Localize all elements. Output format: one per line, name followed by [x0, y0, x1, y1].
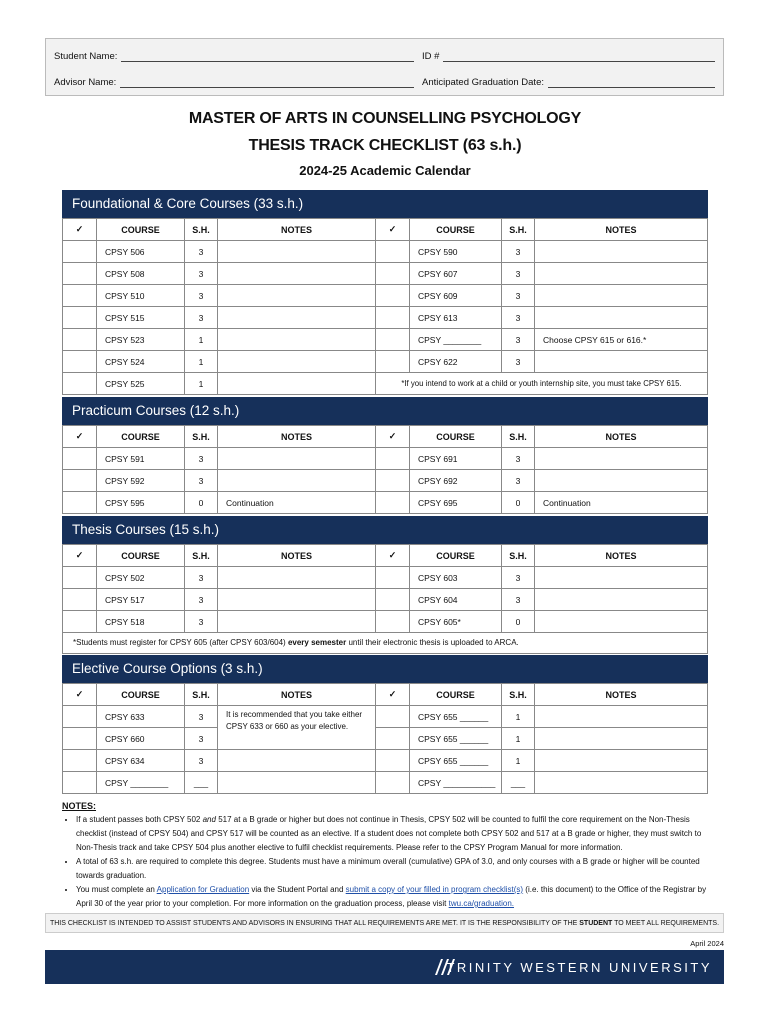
course-cell: CPSY 525	[97, 373, 185, 395]
check-cell[interactable]	[376, 492, 410, 514]
page-subtitle: 2024-25 Academic Calendar	[299, 163, 471, 178]
course-cell: CPSY 517	[97, 589, 185, 611]
course-cell: CPSY 590	[410, 241, 502, 263]
check-cell[interactable]	[63, 241, 97, 263]
course-cell[interactable]: CPSY ________	[97, 772, 185, 794]
course-cell: CPSY 595	[97, 492, 185, 514]
notes-cell[interactable]: Choose CPSY 615 or 616.*	[535, 329, 708, 351]
check-cell[interactable]	[63, 470, 97, 492]
university-name: TRINITY WESTERN UNIVERSITY	[446, 960, 712, 975]
course-header: COURSE	[97, 545, 185, 567]
course-cell: CPSY 506	[97, 241, 185, 263]
table-row	[63, 589, 708, 611]
thesis-footnote-bold: every semester	[287, 638, 347, 647]
table-row	[63, 307, 708, 329]
notes-section	[62, 799, 712, 911]
sh-cell: 3	[502, 263, 535, 285]
sh-cell: 3	[185, 470, 218, 492]
check-cell[interactable]	[63, 351, 97, 373]
notes-cell[interactable]: Continuation	[218, 492, 376, 514]
table-row	[63, 611, 708, 633]
notes-header: NOTES	[535, 684, 708, 706]
notes-cell[interactable]	[535, 307, 708, 329]
table-row	[63, 750, 708, 772]
notes-item-1-em: and	[202, 815, 216, 824]
disclaimer-pre: THIS CHECKLIST IS INTENDED TO ASSIST STUDENTS AND ADVISORS IN ENSURING THAT ALL REQUIREMENTS ARE MET. IT IS THE RESPONSIBILITY OF THE	[49, 920, 580, 927]
notes-header: NOTES	[218, 426, 376, 448]
notes-header: NOTES	[218, 219, 376, 241]
notes-item-3-a: You must complete an	[76, 885, 157, 894]
sh-cell: 3	[185, 448, 218, 470]
notes-cell[interactable]	[218, 567, 376, 589]
page-title-line1: MASTER OF ARTS IN COUNSELLING PSYCHOLOGY	[188, 110, 582, 127]
course-cell: CPSY 655 ______	[410, 750, 502, 772]
sh-cell: 0	[502, 492, 535, 514]
thesis-footnote-post: until their electronic thesis is uploaded to ARCA.	[346, 638, 519, 647]
course-cell: CPSY 591	[97, 448, 185, 470]
check-header: ✓	[63, 219, 97, 241]
course-header: COURSE	[410, 545, 502, 567]
check-header: ✓	[63, 684, 97, 706]
table-row	[63, 448, 708, 470]
footer-bar	[45, 950, 724, 984]
table-row	[63, 470, 708, 492]
sh-header: S.H.	[502, 426, 535, 448]
check-cell[interactable]	[376, 241, 410, 263]
notes-cell[interactable]	[535, 706, 708, 728]
check-cell[interactable]	[376, 567, 410, 589]
check-cell[interactable]	[376, 589, 410, 611]
notes-cell[interactable]	[218, 351, 376, 373]
sh-cell: 0	[185, 492, 218, 514]
check-cell[interactable]	[63, 373, 97, 395]
notes-cell[interactable]	[535, 263, 708, 285]
disclaimer-bold: STUDENT	[579, 920, 613, 927]
course-header: COURSE	[410, 426, 502, 448]
advisor-name-label: Advisor Name:	[54, 77, 117, 88]
table-row	[63, 373, 708, 395]
sh-cell: 1	[502, 706, 535, 728]
notes-heading: NOTES:	[62, 801, 97, 811]
check-cell[interactable]	[63, 567, 97, 589]
disclaimer-post: TO MEET ALL REQUIREMENTS.	[612, 920, 720, 927]
graduation-page-link[interactable]: twu.ca/graduation.	[448, 899, 515, 908]
notes-cell[interactable]	[218, 285, 376, 307]
notes-item-3-b: via the Student Portal and	[249, 885, 346, 894]
course-cell: CPSY 524	[97, 351, 185, 373]
sh-cell: 3	[502, 307, 535, 329]
sh-cell: 3	[502, 329, 535, 351]
check-cell[interactable]	[63, 706, 97, 728]
page-title-line2: THESIS TRACK CHECKLIST (63 s.h.)	[248, 137, 522, 154]
course-cell: CPSY 695	[410, 492, 502, 514]
sh-cell: 3	[185, 706, 218, 728]
elective-table	[62, 683, 708, 794]
check-cell[interactable]	[63, 329, 97, 351]
notes-cell[interactable]	[535, 351, 708, 373]
sh-cell: 1	[185, 329, 218, 351]
course-cell: CPSY 518	[97, 611, 185, 633]
id-label: ID #	[422, 51, 440, 62]
check-cell[interactable]	[63, 448, 97, 470]
sh-header: S.H.	[502, 545, 535, 567]
sh-header: S.H.	[185, 684, 218, 706]
grad-date-field[interactable]	[548, 78, 715, 88]
sh-cell: 3	[502, 351, 535, 373]
sh-cell: 3	[185, 728, 218, 750]
table-row	[63, 263, 708, 285]
section-thesis-header: Thesis Courses (15 s.h.)	[62, 516, 708, 544]
notes-cell[interactable]	[218, 470, 376, 492]
sh-cell: 1	[185, 351, 218, 373]
check-cell[interactable]	[376, 470, 410, 492]
notes-cell[interactable]	[535, 728, 708, 750]
sh-cell: 3	[185, 241, 218, 263]
table-row	[63, 285, 708, 307]
check-cell[interactable]	[376, 728, 410, 750]
notes-cell[interactable]	[218, 241, 376, 263]
course-cell: CPSY 607	[410, 263, 502, 285]
notes-cell[interactable]	[218, 772, 376, 794]
course-cell: CPSY 605*	[410, 611, 502, 633]
submit-checklist-link[interactable]: submit a copy of your filled in program checklist(s)	[345, 885, 524, 894]
elective-recommendation-note: It is recommended that you take either CPSY 633 or 660 as your elective.	[218, 706, 376, 750]
course-cell: CPSY 660	[97, 728, 185, 750]
check-cell[interactable]	[63, 728, 97, 750]
table-row	[63, 567, 708, 589]
table-row	[63, 772, 708, 794]
notes-cell[interactable]	[535, 470, 708, 492]
sh-cell: 3	[502, 567, 535, 589]
course-header: COURSE	[410, 684, 502, 706]
notes-header: NOTES	[218, 545, 376, 567]
check-cell[interactable]	[376, 706, 410, 728]
notes-cell[interactable]	[535, 285, 708, 307]
course-header: COURSE	[97, 219, 185, 241]
sh-cell: 1	[502, 728, 535, 750]
sh-cell: 3	[185, 307, 218, 329]
notes-cell[interactable]	[218, 263, 376, 285]
check-cell[interactable]	[63, 750, 97, 772]
sh-cell: 3	[185, 263, 218, 285]
table-row	[63, 706, 708, 728]
notes-cell[interactable]	[535, 750, 708, 772]
course-cell: CPSY 691	[410, 448, 502, 470]
course-header: COURSE	[97, 426, 185, 448]
check-cell[interactable]	[376, 263, 410, 285]
grad-date-label: Anticipated Graduation Date:	[422, 77, 544, 88]
course-cell: CPSY 634	[97, 750, 185, 772]
notes-cell[interactable]	[218, 307, 376, 329]
course-cell: CPSY 510	[97, 285, 185, 307]
sh-header: S.H.	[185, 545, 218, 567]
notes-cell[interactable]: Continuation	[535, 492, 708, 514]
sh-header: S.H.	[502, 684, 535, 706]
foundational-footnote: *If you intend to work at a child or youth internship site, you must take CPSY 615.	[376, 373, 708, 395]
sh-cell: 1	[185, 373, 218, 395]
notes-header: NOTES	[535, 426, 708, 448]
notes-cell[interactable]	[218, 373, 376, 395]
check-header: ✓	[376, 219, 410, 241]
check-cell[interactable]	[63, 492, 97, 514]
sh-header: S.H.	[502, 219, 535, 241]
check-cell[interactable]	[63, 263, 97, 285]
notes-cell[interactable]	[218, 329, 376, 351]
check-cell[interactable]	[376, 285, 410, 307]
student-name-label: Student Name:	[54, 51, 118, 62]
notes-cell[interactable]	[535, 772, 708, 794]
sh-cell: 0	[502, 611, 535, 633]
sh-header: S.H.	[185, 426, 218, 448]
check-cell[interactable]	[376, 448, 410, 470]
notes-item-3-c: (i.e. this document) to the Office of the Registrar by April 30 of the year prior to your completion. For more information on the graduation process, please visit	[76, 885, 707, 908]
sh-cell: 3	[502, 285, 535, 307]
application-for-graduation-link[interactable]: Application for Graduation	[156, 885, 250, 894]
notes-item-1-pre: If a student passes both CPSY 502	[76, 815, 203, 824]
notes-header: NOTES	[218, 684, 376, 706]
check-cell[interactable]	[63, 772, 97, 794]
course-header: COURSE	[97, 684, 185, 706]
check-header: ✓	[63, 426, 97, 448]
table-row	[63, 492, 708, 514]
sh-cell[interactable]: ___	[185, 772, 218, 794]
notes-cell[interactable]	[535, 448, 708, 470]
course-cell: CPSY 592	[97, 470, 185, 492]
sh-cell: 3	[502, 470, 535, 492]
sh-cell: 3	[502, 448, 535, 470]
course-cell: CPSY ________	[410, 329, 502, 351]
check-cell[interactable]	[376, 351, 410, 373]
notes-cell[interactable]	[218, 448, 376, 470]
course-cell: CPSY 613	[410, 307, 502, 329]
course-cell: CPSY 604	[410, 589, 502, 611]
advisor-name-field[interactable]	[120, 78, 414, 88]
sh-cell: 3	[185, 589, 218, 611]
course-cell: CPSY 515	[97, 307, 185, 329]
check-header: ✓	[376, 426, 410, 448]
course-cell: CPSY 655 ______	[410, 728, 502, 750]
table-row	[63, 728, 708, 750]
check-header: ✓	[376, 684, 410, 706]
course-cell: CPSY 622	[410, 351, 502, 373]
check-cell[interactable]	[376, 772, 410, 794]
notes-cell[interactable]	[218, 589, 376, 611]
course-cell: CPSY 508	[97, 263, 185, 285]
table-row	[63, 329, 708, 351]
course-cell: CPSY 633	[97, 706, 185, 728]
check-cell[interactable]	[63, 589, 97, 611]
sh-cell: 3	[185, 611, 218, 633]
course-cell: CPSY 609	[410, 285, 502, 307]
notes-cell[interactable]	[535, 567, 708, 589]
sh-cell: 3	[502, 241, 535, 263]
sh-cell: 3	[185, 750, 218, 772]
notes-item-2: • A total of 63 s.h. are required to complete this degree. Students must have a minimum overall (cumulative) GPA of 3.0, and only courses with a B grade or higher will be counted towards graduation.	[76, 855, 712, 883]
check-cell[interactable]	[376, 611, 410, 633]
notes-cell[interactable]	[535, 241, 708, 263]
check-cell[interactable]	[63, 611, 97, 633]
thesis-table	[62, 544, 708, 633]
foundational-table	[62, 218, 708, 395]
sh-cell: 3	[185, 285, 218, 307]
sh-cell: 3	[185, 567, 218, 589]
section-foundational-header: Foundational & Core Courses (33 s.h.)	[62, 190, 708, 218]
practicum-table	[62, 425, 708, 514]
document-date: April 2024	[690, 939, 724, 948]
check-cell[interactable]	[63, 285, 97, 307]
sh-header: S.H.	[185, 219, 218, 241]
disclaimer-bar	[45, 913, 724, 933]
thesis-footnote	[62, 632, 708, 654]
course-header: COURSE	[410, 219, 502, 241]
sh-cell: 1	[502, 750, 535, 772]
notes-item-1	[76, 813, 712, 855]
section-elective-header: Elective Course Options (3 s.h.)	[62, 655, 708, 683]
notes-item-3	[76, 883, 712, 911]
notes-header: NOTES	[535, 545, 708, 567]
check-header: ✓	[63, 545, 97, 567]
student-info-box	[45, 38, 724, 96]
check-cell[interactable]	[63, 307, 97, 329]
table-row	[63, 351, 708, 373]
section-practicum-header: Practicum Courses (12 s.h.)	[62, 397, 708, 425]
course-cell[interactable]: CPSY ___________	[410, 772, 502, 794]
student-name-field[interactable]	[121, 52, 414, 62]
thesis-footnote-pre: *Students must register for CPSY 605 (after CPSY 603/604)	[73, 638, 288, 647]
notes-cell[interactable]	[535, 589, 708, 611]
course-cell: CPSY 655 ______	[410, 706, 502, 728]
check-cell[interactable]	[376, 307, 410, 329]
check-cell[interactable]	[376, 750, 410, 772]
check-cell[interactable]	[376, 329, 410, 351]
notes-cell[interactable]	[535, 611, 708, 633]
check-header: ✓	[376, 545, 410, 567]
notes-cell[interactable]	[218, 750, 376, 772]
id-field[interactable]	[443, 52, 715, 62]
course-cell: CPSY 603	[410, 567, 502, 589]
sh-cell: 3	[502, 589, 535, 611]
sh-cell[interactable]: ___	[502, 772, 535, 794]
table-row	[63, 241, 708, 263]
course-cell: CPSY 523	[97, 329, 185, 351]
notes-item-1-post: 517 at a B grade or higher but does not continue in Thesis, CPSY 502 will be counted to fulfil the core requirement on the Non-Thesis checklist (instead of CPSY 504) and CPSY 517 will be counted as an elective. If a student does not complete both CPSY 502 and 517 at a B grade or higher, they must switch to Non-Thesis track and take CPSY 504 plus another elective to fulfil checklist requirements. Please refer to the CPSY Program Manual for more information.	[76, 815, 702, 852]
course-cell: CPSY 502	[97, 567, 185, 589]
course-cell: CPSY 692	[410, 470, 502, 492]
notes-cell[interactable]	[218, 611, 376, 633]
notes-header: NOTES	[535, 219, 708, 241]
